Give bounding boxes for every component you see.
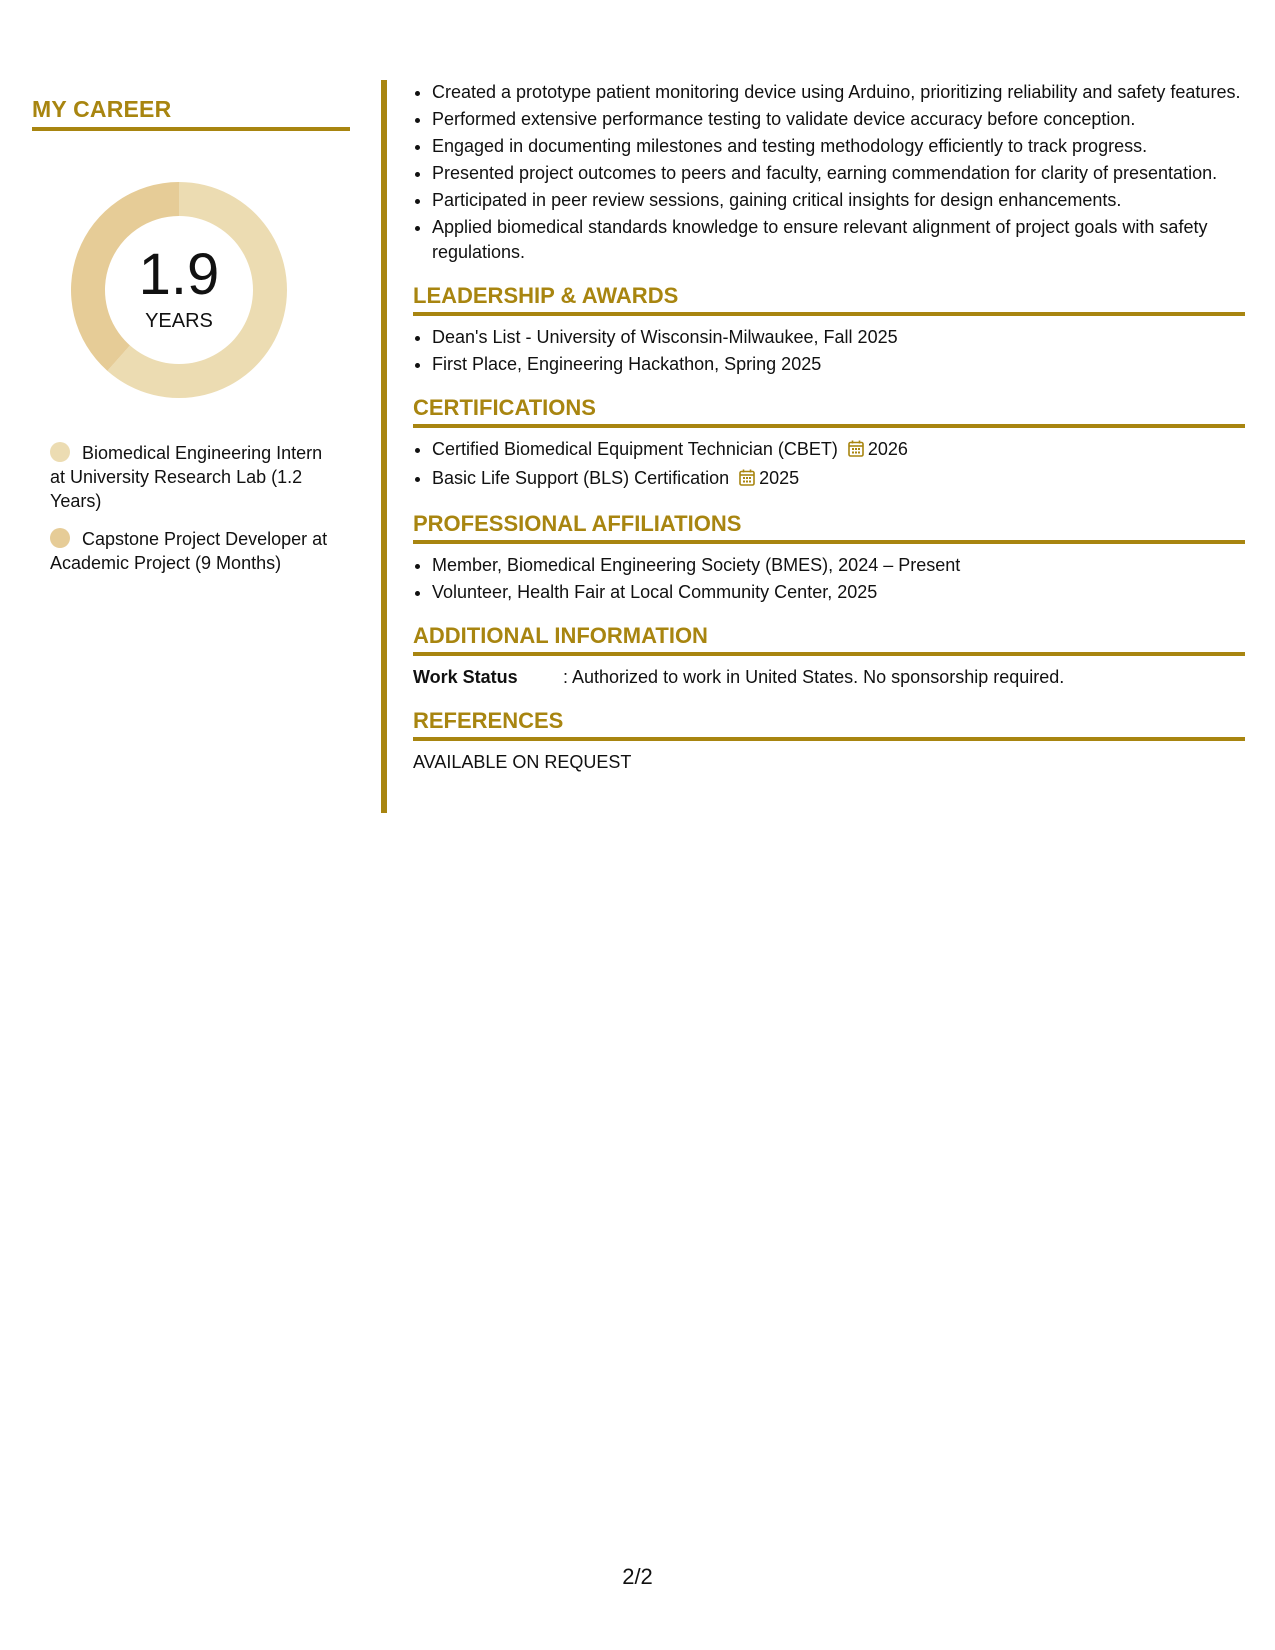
career-legend [50,441,340,575]
page-number: 2/2 [622,1564,653,1589]
total-years-unit: YEARS [145,309,213,332]
list-item [432,437,1245,464]
references-heading: REFERENCES [413,708,1245,741]
career-heading: MY CAREER [32,96,350,131]
references-text: AVAILABLE ON REQUEST [413,752,632,772]
legend-label: Biomedical Engineering Intern at University Research Lab (1.2 Years) [50,443,323,511]
career-sidebar [32,96,350,589]
main-content [413,80,1245,775]
work-status-label: Work Status [413,667,518,687]
leadership-heading: LEADERSHIP & AWARDS [413,283,1245,316]
list-item: • Presented project outcomes to peers and faculty, earning commendation for clarity of presentation. [432,161,1245,186]
calendar-icon [848,439,864,464]
work-status-row [413,665,1245,690]
career-donut-chart [64,175,294,405]
list-item: • Participated in peer review sessions, gaining critical insights for design enhancements. [432,188,1245,213]
list-item: • Dean's List - University of Wisconsin-Milwaukee, Fall 2025 [432,325,1245,350]
list-item: • Performed extensive performance testing to validate device accuracy before conception. [432,107,1245,132]
legend-dot [50,442,70,462]
list-item: • Engaged in documenting milestones and testing methodology efficiently to track progress. [432,134,1245,159]
total-years-value: 1.9 [138,241,220,307]
list-item: • Applied biomedical standards knowledge to ensure relevant alignment of project goals with safety regulations. [432,215,1245,265]
list-item [432,466,1245,493]
affiliations-heading: PROFESSIONAL AFFILIATIONS [413,511,1245,544]
legend-label: Capstone Project Developer at Academic Project (9 Months) [50,529,328,573]
list-item: • Volunteer, Health Fair at Local Community Center, 2025 [432,580,1245,605]
certification-year: 2026 [867,439,908,459]
work-status-value: : Authorized to work in United States. No sponsorship required. [563,667,1065,687]
certifications-heading: CERTIFICATIONS [413,395,1245,428]
list-item: • Member, Biomedical Engineering Society (BMES), 2024 – Present [432,553,1245,578]
legend-item [50,527,340,575]
certifications-list [413,437,1245,493]
calendar-icon [739,468,755,493]
experience-bullets [413,80,1245,265]
list-item: • Created a prototype patient monitoring device using Arduino, prioritizing reliability and safety features. [432,80,1245,105]
column-divider [381,80,387,813]
certification-name: Basic Life Support (BLS) Certification [432,468,730,488]
affiliations-list [413,553,1245,605]
certification-year: 2025 [759,468,800,488]
leadership-list [413,325,1245,377]
legend-dot [50,528,70,548]
certification-name: Certified Biomedical Equipment Technician (CBET) [432,439,838,459]
legend-item [50,441,340,513]
additional-info-heading: ADDITIONAL INFORMATION [413,623,1245,656]
list-item: • First Place, Engineering Hackathon, Spring 2025 [432,352,1245,377]
